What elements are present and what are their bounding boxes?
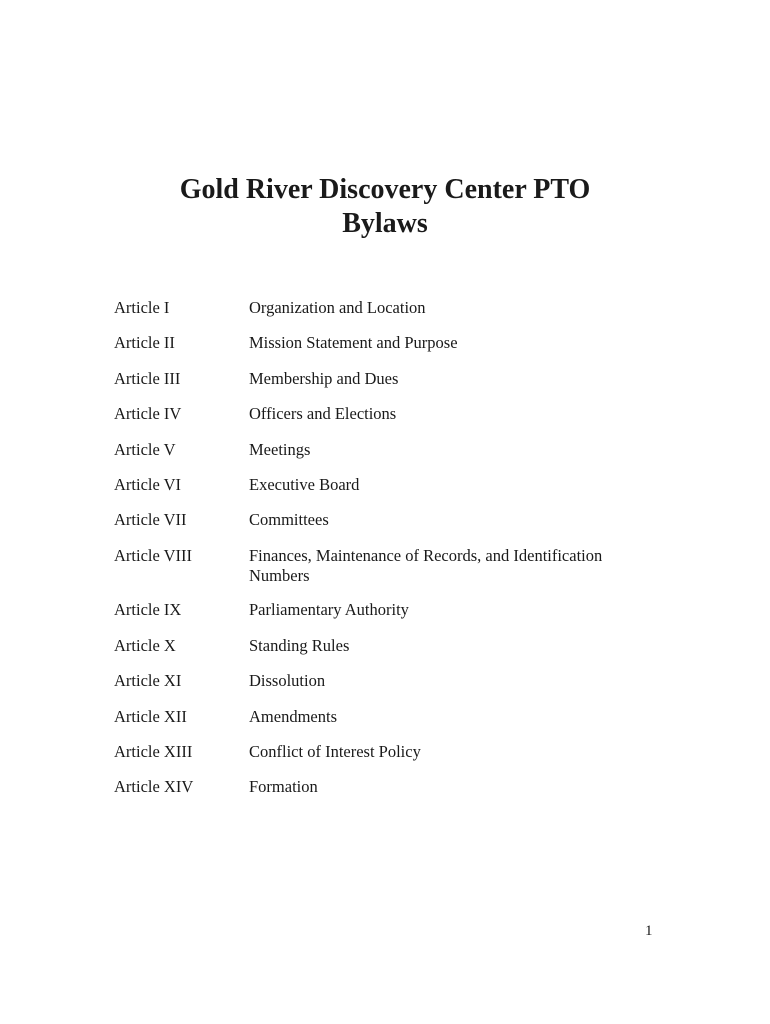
toc-row — [114, 510, 674, 530]
toc-topic: Standing Rules — [249, 635, 350, 655]
toc-row — [114, 298, 674, 318]
toc-article: Article XIV — [114, 777, 194, 797]
toc-topic: Meetings — [249, 439, 311, 459]
toc-article: Article IV — [114, 404, 182, 424]
toc-article: Article VIII — [114, 545, 193, 565]
toc-article: Article X — [114, 635, 176, 655]
page-number: 1 — [645, 923, 653, 939]
toc-topic: Formation — [249, 777, 318, 797]
toc-row — [114, 333, 674, 353]
toc-topic: Mission Statement and Purpose — [249, 333, 458, 353]
toc-article: Article VI — [114, 474, 182, 494]
toc-row — [114, 404, 674, 424]
toc-topic: Officers and Elections — [249, 404, 397, 424]
toc-article: Article XII — [114, 706, 187, 726]
toc-article: Article V — [114, 439, 176, 459]
document-title — [0, 173, 770, 241]
toc-topic: Membership and Dues — [249, 368, 399, 388]
title-line-2: Bylaws — [342, 208, 428, 239]
toc-row — [114, 475, 674, 495]
toc-row — [114, 636, 674, 656]
toc-article: Article VII — [114, 510, 187, 530]
toc-row — [114, 671, 674, 691]
toc-topic: Conflict of Interest Policy — [249, 741, 421, 761]
toc-row — [114, 600, 674, 620]
toc-row — [114, 707, 674, 727]
table-of-contents — [114, 298, 674, 797]
toc-row — [114, 546, 674, 586]
toc-topic: Parliamentary Authority — [249, 600, 409, 620]
toc-topic: Dissolution — [249, 671, 326, 691]
toc-article: Article I — [114, 298, 170, 317]
title-line-1: Gold River Discovery Center PTO — [179, 174, 591, 205]
toc-article: Article II — [114, 333, 175, 353]
toc-article: Article XIII — [114, 741, 193, 761]
toc-topic: Committees — [249, 510, 329, 530]
toc-row — [114, 440, 674, 460]
toc-article: Article XI — [114, 671, 182, 691]
toc-topic: Executive Board — [249, 474, 360, 494]
toc-row — [114, 777, 674, 797]
toc-article: Article III — [114, 368, 181, 388]
toc-topic: Organization and Location — [249, 298, 426, 317]
toc-article: Article IX — [114, 600, 182, 620]
toc-topic: Amendments — [249, 706, 337, 726]
toc-row — [114, 742, 674, 762]
toc-topic: Finances, Maintenance of Records, and Identification Numbers — [249, 545, 603, 585]
toc-row — [114, 369, 674, 389]
